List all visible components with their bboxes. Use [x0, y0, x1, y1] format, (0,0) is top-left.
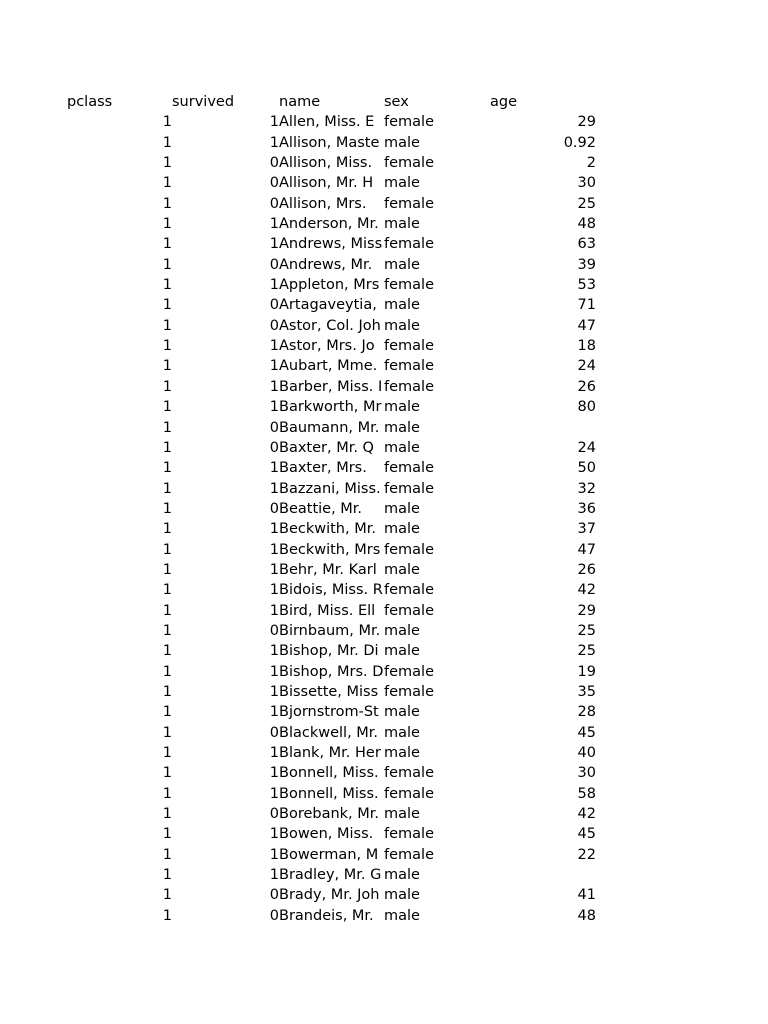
sex-cell: female: [384, 155, 434, 172]
table-row: [67, 316, 596, 336]
pclass-cell: 1: [162, 419, 172, 436]
age-cell: 47: [577, 541, 596, 558]
age-cell: 35: [577, 683, 596, 700]
age-cell: 30: [577, 765, 596, 782]
table-row: [67, 824, 596, 844]
pclass-cell: 1: [162, 704, 172, 721]
table-row: [67, 499, 596, 519]
survived-cell: 0: [269, 297, 279, 314]
name-cell: Brandeis, Mr.: [279, 907, 374, 924]
survived-cell: 0: [269, 622, 279, 639]
column-header-survived: survived: [172, 94, 235, 110]
sex-cell: male: [384, 867, 420, 884]
survived-cell: 0: [269, 175, 279, 192]
table-row: [67, 763, 596, 783]
name-cell: Bird, Miss. Ell: [279, 602, 376, 619]
name-cell: Blank, Mr. Her: [279, 745, 381, 761]
survived-cell: 0: [269, 724, 279, 741]
age-cell: 71: [577, 297, 596, 314]
table-row: [67, 255, 596, 275]
table-row: [67, 214, 596, 234]
column-header-sex: sex: [384, 94, 409, 110]
name-cell: Bowen, Miss.: [279, 826, 374, 843]
sex-cell: female: [384, 826, 434, 843]
table-row: [67, 784, 596, 804]
sex-cell: male: [384, 500, 420, 517]
sex-cell: male: [384, 439, 420, 456]
sex-cell: female: [384, 114, 434, 131]
pclass-cell: 1: [162, 399, 172, 416]
name-cell: Astor, Col. Joh: [279, 317, 381, 334]
table-row: [67, 519, 596, 539]
pclass-cell: 1: [162, 806, 172, 823]
pclass-cell: 1: [162, 541, 172, 558]
survived-cell: 1: [269, 643, 279, 660]
pclass-cell: 1: [162, 622, 172, 639]
survived-cell: 1: [269, 582, 279, 599]
sex-cell: male: [384, 175, 420, 192]
age-cell: 18: [577, 338, 596, 355]
pclass-cell: 1: [162, 439, 172, 456]
survived-cell: 0: [269, 907, 279, 924]
age-cell: 42: [577, 582, 596, 599]
name-cell: Bradley, Mr. G: [279, 867, 382, 884]
name-cell: Aubart, Mme.: [279, 358, 378, 375]
pclass-cell: 1: [162, 460, 172, 477]
table-body: [67, 112, 596, 926]
age-cell: 24: [577, 358, 596, 375]
survived-cell: 1: [269, 236, 279, 253]
name-cell: Beckwith, Mrs: [279, 541, 381, 558]
age-cell: 26: [577, 378, 596, 395]
table-row: [67, 418, 596, 438]
header-row: [67, 92, 596, 112]
pclass-cell: 1: [162, 521, 172, 538]
column-header-name: name: [279, 94, 321, 110]
name-cell: Bjornstrom-St: [279, 704, 379, 721]
survived-cell: 0: [269, 887, 279, 904]
sex-cell: female: [384, 277, 434, 294]
age-cell: 26: [577, 561, 596, 578]
pclass-cell: 1: [162, 683, 172, 700]
table-row: [67, 438, 596, 458]
pclass-cell: 1: [162, 561, 172, 578]
age-cell: 32: [577, 480, 596, 497]
age-cell: [490, 418, 596, 438]
name-cell: Bowerman, M: [279, 846, 379, 863]
sex-cell: female: [384, 358, 434, 375]
table-row: [67, 804, 596, 824]
age-cell: 19: [577, 663, 596, 680]
name-cell: Astor, Mrs. Jo: [279, 338, 375, 355]
table-row: [67, 397, 596, 417]
pclass-cell: 1: [162, 765, 172, 782]
age-cell: 48: [577, 216, 596, 233]
name-cell: Borebank, Mr.: [279, 806, 380, 823]
age-cell: 28: [577, 704, 596, 721]
pclass-cell: 1: [162, 338, 172, 355]
name-cell: Birnbaum, Mr.: [279, 622, 381, 639]
pclass-cell: 1: [162, 277, 172, 294]
name-cell: Anderson, Mr.: [279, 216, 379, 233]
age-cell: 2: [586, 155, 596, 172]
pclass-cell: 1: [162, 643, 172, 660]
sex-cell: male: [384, 643, 420, 660]
pclass-cell: 1: [162, 887, 172, 904]
survived-cell: 0: [269, 439, 279, 456]
table-row: [67, 234, 596, 254]
pclass-cell: 1: [162, 134, 172, 151]
pclass-cell: 1: [162, 867, 172, 884]
survived-cell: 0: [269, 317, 279, 334]
age-cell: 22: [577, 846, 596, 863]
sex-cell: male: [384, 724, 420, 741]
survived-cell: 1: [269, 358, 279, 375]
table-row: [67, 275, 596, 295]
sex-cell: female: [384, 765, 434, 782]
table-row: [67, 601, 596, 621]
sex-cell: female: [384, 541, 434, 558]
survived-cell: 1: [269, 765, 279, 782]
age-cell: 25: [577, 195, 596, 212]
sex-cell: male: [384, 419, 420, 436]
table-row: [67, 173, 596, 193]
table-row: [67, 885, 596, 905]
age-cell: 58: [577, 785, 596, 802]
table-row: [67, 702, 596, 722]
name-cell: Blackwell, Mr.: [279, 724, 379, 741]
pclass-cell: 1: [162, 155, 172, 172]
name-cell: Allison, Mr. H: [279, 175, 374, 192]
sex-cell: male: [384, 297, 420, 314]
survived-cell: 1: [269, 399, 279, 416]
survived-cell: 1: [269, 134, 279, 151]
spreadsheet-table: [67, 92, 596, 926]
sex-cell: female: [384, 195, 434, 212]
table-row: [67, 621, 596, 641]
pclass-cell: 1: [162, 826, 172, 843]
age-cell: 45: [577, 826, 596, 843]
survived-cell: 1: [269, 867, 279, 884]
survived-cell: 1: [269, 846, 279, 863]
survived-cell: 1: [269, 663, 279, 680]
sex-cell: female: [384, 602, 434, 619]
survived-cell: 0: [269, 806, 279, 823]
age-cell: 53: [577, 277, 596, 294]
survived-cell: 1: [269, 378, 279, 395]
survived-cell: 1: [269, 114, 279, 131]
pclass-cell: 1: [162, 724, 172, 741]
column-header-age: age: [490, 94, 518, 110]
age-cell: 25: [577, 643, 596, 660]
name-cell: Brady, Mr. Joh: [279, 887, 380, 904]
name-cell: Baxter, Mrs.: [279, 460, 367, 477]
sex-cell: male: [384, 561, 420, 578]
pclass-cell: 1: [162, 480, 172, 497]
survived-cell: 1: [269, 826, 279, 843]
name-cell: Bazzani, Miss.: [279, 480, 381, 497]
survived-cell: 1: [269, 683, 279, 700]
table-row: [67, 153, 596, 173]
pclass-cell: 1: [162, 907, 172, 924]
age-cell: 30: [577, 175, 596, 192]
age-cell: 45: [577, 724, 596, 741]
age-cell: 36: [577, 500, 596, 517]
pclass-cell: 1: [162, 582, 172, 599]
survived-cell: 0: [269, 155, 279, 172]
age-cell: 29: [577, 114, 596, 131]
sex-cell: male: [384, 134, 420, 151]
sex-cell: male: [384, 907, 420, 924]
pclass-cell: 1: [162, 236, 172, 253]
name-cell: Beattie, Mr.: [279, 500, 363, 517]
table-row: [67, 295, 596, 315]
pclass-cell: 1: [162, 358, 172, 375]
age-cell: 39: [577, 256, 596, 273]
table-row: [67, 845, 596, 865]
table-row: [67, 479, 596, 499]
sex-cell: female: [384, 683, 434, 700]
sex-cell: male: [384, 256, 420, 273]
table-row: [67, 723, 596, 743]
name-cell: Bishop, Mrs. D: [279, 663, 384, 680]
column-header-pclass: pclass: [67, 94, 113, 110]
sex-cell: male: [384, 216, 420, 233]
table-row: [67, 112, 596, 132]
age-cell: 29: [577, 602, 596, 619]
age-cell: 24: [577, 439, 596, 456]
name-cell: Bishop, Mr. Di: [279, 643, 379, 660]
table-row: [67, 906, 596, 926]
survived-cell: 1: [269, 521, 279, 538]
name-cell: Allen, Miss. E: [279, 114, 375, 131]
pclass-cell: 1: [162, 663, 172, 680]
table-row: [67, 458, 596, 478]
survived-cell: 1: [269, 541, 279, 558]
name-cell: Behr, Mr. Karl: [279, 561, 377, 578]
pclass-cell: 1: [162, 317, 172, 334]
age-cell: [490, 865, 596, 885]
pclass-cell: 1: [162, 297, 172, 314]
name-cell: Bonnell, Miss.: [279, 785, 379, 802]
name-cell: Bidois, Miss. R: [279, 582, 383, 599]
name-cell: Allison, Miss.: [279, 155, 373, 172]
sex-cell: female: [384, 236, 434, 253]
name-cell: Baumann, Mr.: [279, 419, 380, 436]
sex-cell: male: [384, 399, 420, 416]
survived-cell: 1: [269, 704, 279, 721]
sex-cell: male: [384, 622, 420, 639]
table-row: [67, 540, 596, 560]
age-cell: 41: [577, 887, 596, 904]
sex-cell: female: [384, 480, 434, 497]
sex-cell: male: [384, 317, 420, 334]
pclass-cell: 1: [162, 378, 172, 395]
survived-cell: 1: [269, 216, 279, 233]
sex-cell: male: [384, 745, 420, 761]
name-cell: Allison, Maste: [279, 134, 380, 151]
pclass-cell: 1: [162, 195, 172, 212]
sex-cell: female: [384, 785, 434, 802]
table-row: [67, 377, 596, 397]
table-row: [67, 356, 596, 376]
pclass-cell: 1: [162, 500, 172, 517]
sex-cell: female: [384, 846, 434, 863]
table-row: [67, 662, 596, 682]
age-cell: 80: [577, 399, 596, 416]
survived-cell: 1: [269, 745, 279, 761]
name-cell: Artagaveytia,: [279, 297, 377, 314]
name-cell: Barber, Miss. I: [279, 378, 383, 395]
survived-cell: 1: [269, 785, 279, 802]
pclass-cell: 1: [162, 602, 172, 619]
survived-cell: 0: [269, 419, 279, 436]
pclass-cell: 1: [162, 175, 172, 192]
pclass-cell: 1: [162, 256, 172, 273]
table-row: [67, 560, 596, 580]
survived-cell: 1: [269, 561, 279, 578]
sex-cell: female: [384, 338, 434, 355]
pclass-cell: 1: [162, 216, 172, 233]
name-cell: Andrews, Miss: [279, 236, 383, 253]
table-row: [67, 580, 596, 600]
age-cell: 42: [577, 806, 596, 823]
age-cell: 48: [577, 907, 596, 924]
table-row: [67, 336, 596, 356]
pclass-cell: 1: [162, 745, 172, 761]
age-cell: 40: [577, 745, 596, 761]
name-cell: Barkworth, Mr: [279, 399, 382, 416]
sex-cell: male: [384, 521, 420, 538]
survived-cell: 0: [269, 256, 279, 273]
sex-cell: female: [384, 582, 434, 599]
pclass-cell: 1: [162, 785, 172, 802]
age-cell: 0.92: [563, 134, 596, 151]
age-cell: 50: [577, 460, 596, 477]
survived-cell: 1: [269, 602, 279, 619]
survived-cell: 1: [269, 277, 279, 294]
table-row: [67, 682, 596, 702]
age-cell: 47: [577, 317, 596, 334]
survived-cell: 1: [269, 460, 279, 477]
survived-cell: 1: [269, 338, 279, 355]
sex-cell: female: [384, 460, 434, 477]
table-row: [67, 743, 596, 763]
name-cell: Baxter, Mr. Q: [279, 439, 374, 456]
table-row: [67, 641, 596, 661]
age-cell: 37: [577, 521, 596, 538]
sex-cell: male: [384, 704, 420, 721]
survived-cell: 0: [269, 195, 279, 212]
survived-cell: 1: [269, 480, 279, 497]
table-row: [67, 194, 596, 214]
name-cell: Andrews, Mr.: [279, 256, 373, 273]
name-cell: Bonnell, Miss.: [279, 765, 379, 782]
survived-cell: 0: [269, 500, 279, 517]
sex-cell: female: [384, 663, 434, 680]
sex-cell: female: [384, 378, 434, 395]
name-cell: Appleton, Mrs: [279, 277, 380, 294]
sex-cell: male: [384, 806, 420, 823]
name-cell: Beckwith, Mr.: [279, 521, 376, 538]
pclass-cell: 1: [162, 114, 172, 131]
table-row: [67, 865, 596, 885]
age-cell: 63: [577, 236, 596, 253]
pclass-cell: 1: [162, 846, 172, 863]
name-cell: Bissette, Miss: [279, 683, 379, 700]
name-cell: Allison, Mrs.: [279, 195, 367, 212]
age-cell: 25: [577, 622, 596, 639]
sex-cell: male: [384, 887, 420, 904]
table-row: [67, 133, 596, 153]
